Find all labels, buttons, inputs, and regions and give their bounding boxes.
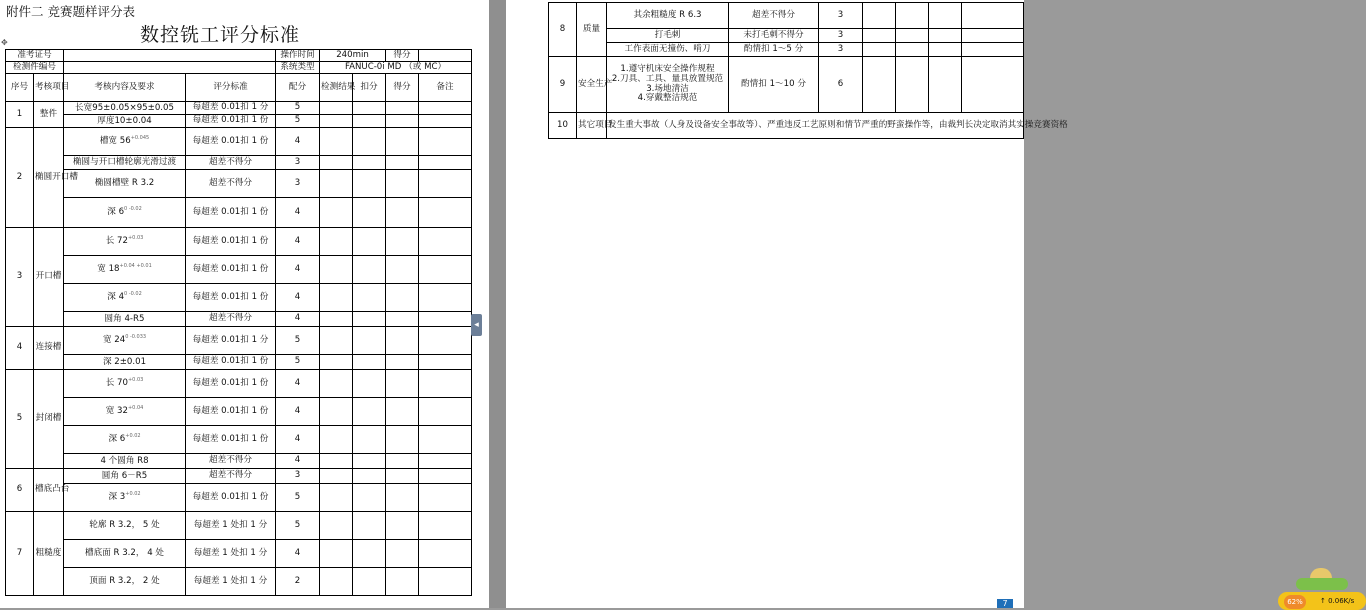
table-row — [549, 3, 1024, 29]
points-cell: 4 — [276, 398, 320, 426]
item-name: 槽底凸台 — [34, 469, 64, 512]
remark-cell[interactable] — [419, 128, 472, 156]
table-row — [6, 327, 472, 355]
table-row — [6, 454, 472, 469]
requirement-cell: 其余粗糙度 R 6.3 — [607, 3, 729, 29]
page-gap — [489, 0, 506, 608]
points-cell: 2 — [276, 568, 320, 596]
remark-cell[interactable] — [962, 43, 1024, 57]
table-row — [6, 228, 472, 256]
score-cell[interactable] — [386, 469, 419, 484]
tolerance-text: 0 -0.02 — [124, 206, 142, 213]
score-cell[interactable] — [929, 57, 962, 113]
tolerance-text: 0 -0.033 — [125, 334, 147, 341]
col-points-header: 配分 — [276, 74, 320, 102]
deduct-cell[interactable] — [353, 398, 386, 426]
standard-cell: 酌情扣 1～5 分 — [729, 43, 819, 57]
points-cell: 4 — [276, 198, 320, 228]
tolerance-text: +0.02 — [125, 491, 141, 498]
result-cell[interactable] — [320, 102, 353, 115]
result-cell[interactable] — [320, 327, 353, 355]
table-row — [6, 102, 472, 115]
row-number: 3 — [6, 228, 34, 327]
row-number: 9 — [549, 57, 577, 113]
requirement-cell — [64, 484, 186, 512]
result-cell[interactable] — [320, 284, 353, 312]
deduct-cell[interactable] — [353, 454, 386, 469]
item-name: 封闭槽 — [34, 370, 64, 469]
item-name: 安全生产 — [577, 57, 607, 113]
table-row — [549, 57, 1024, 113]
requirement-text: 圆角 6－R5 — [101, 470, 148, 481]
result-cell[interactable] — [320, 156, 353, 170]
table-row — [6, 370, 472, 398]
deduct-cell[interactable] — [353, 156, 386, 170]
points-cell: 5 — [276, 512, 320, 540]
col-deduct-header: 扣分 — [353, 74, 386, 102]
deduct-cell[interactable] — [896, 29, 929, 43]
result-cell[interactable] — [320, 426, 353, 454]
table-row — [549, 43, 1024, 57]
deduct-cell[interactable] — [353, 228, 386, 256]
score-cell[interactable] — [386, 454, 419, 469]
points-cell: 5 — [276, 355, 320, 370]
table-move-handle-icon[interactable]: ✥ — [1, 38, 8, 47]
standard-cell: 每超差 0.01扣 1 份 — [186, 256, 276, 284]
item-name: 其它项目 — [577, 113, 607, 139]
requirement-cell — [64, 355, 186, 370]
requirement-text: 宽 32 — [105, 405, 128, 416]
requirement-cell — [64, 170, 186, 198]
score-label: 得分 — [386, 50, 419, 62]
requirement-text: 深 2±0.01 — [102, 356, 147, 367]
part-no-value[interactable] — [64, 62, 276, 74]
remark-cell[interactable] — [419, 355, 472, 370]
standard-cell: 超差不得分 — [729, 3, 819, 29]
deduct-cell[interactable] — [353, 355, 386, 370]
table-row — [6, 540, 472, 568]
requirement-cell — [64, 284, 186, 312]
standard-cell: 每超差 1 处扣 1 分 — [186, 568, 276, 596]
requirement-cell: 打毛刺 — [607, 29, 729, 43]
standard-cell: 每超差 0.01扣 1 分 — [186, 327, 276, 355]
points-cell: 5 — [276, 484, 320, 512]
score-cell[interactable] — [386, 284, 419, 312]
table-row — [6, 256, 472, 284]
result-cell[interactable] — [320, 512, 353, 540]
score-value[interactable] — [419, 50, 472, 62]
standard-cell: 每超差 0.01扣 1 份 — [186, 426, 276, 454]
score-cell[interactable] — [386, 102, 419, 115]
table-row — [6, 284, 472, 312]
system-value: FANUC-0i MD （或 MC） — [320, 62, 472, 74]
requirement-cell: 工作表面无撞伤、啃刀 — [607, 43, 729, 57]
time-label: 操作时间 — [276, 50, 320, 62]
standard-cell: 超差不得分 — [186, 170, 276, 198]
row-number: 8 — [549, 3, 577, 57]
left-document-page — [0, 0, 489, 608]
score-cell[interactable] — [386, 355, 419, 370]
requirement-text: 深 6 — [108, 433, 126, 444]
speed-readout: ↑ 0.06K/s — [1320, 597, 1355, 605]
requirement-cell — [64, 327, 186, 355]
row-number: 6 — [6, 469, 34, 512]
standard-cell: 每超差 1 处扣 1 分 — [186, 512, 276, 540]
result-cell[interactable] — [320, 469, 353, 484]
requirement-text: 长 72 — [105, 235, 128, 246]
tolerance-text: +0.04 — [127, 405, 144, 412]
result-cell[interactable] — [320, 170, 353, 198]
requirement-cell — [64, 540, 186, 568]
remark-cell[interactable] — [419, 370, 472, 398]
points-cell: 3 — [276, 156, 320, 170]
col-no-header: 序号 — [6, 74, 34, 102]
points-cell: 4 — [276, 256, 320, 284]
standard-cell: 每超差 0.01扣 1 份 — [186, 398, 276, 426]
deduct-cell[interactable] — [353, 540, 386, 568]
network-speed-widget[interactable] — [1278, 566, 1366, 608]
points-cell: 4 — [276, 454, 320, 469]
item-name: 整件 — [34, 102, 64, 128]
requirement-text: 宽 24 — [102, 334, 126, 345]
deduct-cell[interactable] — [353, 568, 386, 596]
page-scroll-handle[interactable]: ◂ — [471, 314, 482, 336]
score-cell[interactable] — [386, 426, 419, 454]
remark-cell[interactable] — [419, 170, 472, 198]
requirement-cell — [64, 156, 186, 170]
table-row — [6, 128, 472, 156]
deduct-cell[interactable] — [353, 426, 386, 454]
points-cell: 4 — [276, 540, 320, 568]
score-cell[interactable] — [386, 156, 419, 170]
standard-cell: 每超差 0.01扣 1 分 — [186, 102, 276, 115]
points-cell: 4 — [276, 284, 320, 312]
score-cell[interactable] — [929, 43, 962, 57]
scoring-table-continued — [548, 2, 1068, 139]
result-cell[interactable] — [320, 540, 353, 568]
deduct-cell[interactable] — [353, 102, 386, 115]
result-cell[interactable] — [320, 484, 353, 512]
deduct-cell[interactable] — [896, 43, 929, 57]
row-number: 4 — [6, 327, 34, 370]
requirement-cell — [64, 312, 186, 327]
remark-cell[interactable] — [419, 312, 472, 327]
points-cell: 3 — [276, 170, 320, 198]
result-cell[interactable] — [320, 355, 353, 370]
deduct-cell[interactable] — [353, 284, 386, 312]
requirement-cell — [64, 568, 186, 596]
deduct-cell[interactable] — [353, 170, 386, 198]
points-cell: 4 — [276, 426, 320, 454]
standard-cell: 每超差 0.01扣 1 份 — [186, 198, 276, 228]
points-cell: 5 — [276, 115, 320, 128]
requirement-text: 厚度10±0.04 — [97, 115, 152, 126]
remark-cell[interactable] — [419, 484, 472, 512]
table-row — [549, 29, 1024, 43]
deduct-cell[interactable] — [353, 469, 386, 484]
requirement-cell — [64, 256, 186, 284]
score-cell[interactable] — [386, 370, 419, 398]
score-cell[interactable] — [929, 29, 962, 43]
requirement-cell — [64, 454, 186, 469]
item-name: 粗糙度 — [34, 512, 64, 596]
remark-cell[interactable] — [419, 198, 472, 228]
score-cell[interactable] — [386, 170, 419, 198]
standard-cell: 每超差 1 处扣 1 分 — [186, 540, 276, 568]
col-result-header: 检测结果 — [320, 74, 353, 102]
points-cell: 3 — [276, 469, 320, 484]
table-row — [6, 198, 472, 228]
annex-heading: 附件二 竞赛题样评分表 — [6, 4, 135, 19]
tolerance-text: +0.03 — [127, 235, 144, 242]
result-cell[interactable] — [863, 43, 896, 57]
remark-cell[interactable] — [419, 469, 472, 484]
deduct-cell[interactable] — [353, 370, 386, 398]
header-row — [6, 74, 472, 102]
result-cell[interactable] — [320, 228, 353, 256]
requirement-text: 圆角 4-R5 — [104, 313, 145, 324]
col-remark-header: 备注 — [419, 74, 472, 102]
score-cell[interactable] — [386, 115, 419, 128]
part-no-label: 检测件编号 — [6, 62, 64, 74]
score-cell[interactable] — [386, 398, 419, 426]
remark-cell[interactable] — [419, 228, 472, 256]
requirement-text: 槽宽 56 — [99, 135, 131, 146]
requirement-text: 深 6 — [107, 206, 125, 217]
row-number: 2 — [6, 128, 34, 228]
document-title: 数控铣工评分标准 — [139, 24, 300, 46]
result-cell[interactable] — [863, 57, 896, 113]
requirement-text: 深 4 — [107, 291, 125, 302]
requirement-text: 顶面 R 3.2， 2 处 — [89, 575, 160, 586]
points-cell: 4 — [276, 228, 320, 256]
points-cell: 6 — [819, 57, 863, 113]
table-row — [6, 469, 472, 484]
table-row — [6, 156, 472, 170]
score-cell[interactable] — [386, 256, 419, 284]
standard-cell: 超差不得分 — [186, 312, 276, 327]
score-cell[interactable] — [386, 128, 419, 156]
remark-cell[interactable] — [419, 102, 472, 115]
points-cell: 3 — [819, 3, 863, 29]
deduct-cell[interactable] — [896, 57, 929, 113]
requirement-cell — [64, 115, 186, 128]
system-label: 系统类型 — [276, 62, 320, 74]
tolerance-text: 0 -0.02 — [124, 291, 142, 298]
remark-cell[interactable] — [419, 327, 472, 355]
deduct-cell[interactable] — [353, 312, 386, 327]
result-cell[interactable] — [320, 454, 353, 469]
remark-cell[interactable] — [419, 284, 472, 312]
points-cell: 5 — [276, 102, 320, 115]
standard-cell: 每超差 0.01扣 1 份 — [186, 228, 276, 256]
deduct-cell[interactable] — [353, 327, 386, 355]
row-number: 10 — [549, 113, 577, 139]
requirement-text: 长 70 — [105, 377, 128, 388]
result-cell[interactable] — [320, 256, 353, 284]
requirement-text: 长宽95±0.05×95±0.05 — [75, 102, 174, 113]
result-cell[interactable] — [320, 370, 353, 398]
points-cell: 4 — [276, 128, 320, 156]
standard-cell: 每超差 0.01扣 1 份 — [186, 115, 276, 128]
requirement-text: 槽底面 R 3.2， 4 处 — [85, 547, 165, 558]
standard-cell: 每超差 0.01扣 1 份 — [186, 128, 276, 156]
deduct-cell[interactable] — [896, 3, 929, 29]
percent-badge: 62% — [1284, 595, 1306, 609]
other-items-note: 发生重大事故（人身及设备安全事故等）、严重违反工艺原则和情节严重的野蛮操作等，由裁判长决定取消其实操竞赛资格 — [607, 113, 1024, 139]
table-row — [6, 312, 472, 327]
points-cell: 3 — [819, 43, 863, 57]
requirement-cell — [64, 426, 186, 454]
table-row — [6, 398, 472, 426]
remark-cell[interactable] — [419, 398, 472, 426]
requirement-text: 4 个圆角 R8 — [100, 455, 149, 466]
score-cell[interactable] — [386, 512, 419, 540]
score-cell[interactable] — [386, 484, 419, 512]
result-cell[interactable] — [320, 115, 353, 128]
requirement-cell — [64, 198, 186, 228]
standard-cell: 超差不得分 — [186, 454, 276, 469]
row-number: 7 — [6, 512, 34, 596]
table-body-continued — [549, 3, 1068, 139]
table-row — [6, 568, 472, 596]
requirement-cell — [64, 512, 186, 540]
result-cell[interactable] — [863, 3, 896, 29]
deduct-cell[interactable] — [353, 484, 386, 512]
remark-cell[interactable] — [419, 115, 472, 128]
exam-no-value[interactable] — [64, 50, 276, 62]
info-row — [6, 50, 472, 62]
item-name: 连接槽 — [34, 327, 64, 370]
deduct-cell[interactable] — [353, 512, 386, 540]
remark-cell[interactable] — [419, 256, 472, 284]
table-row — [6, 484, 472, 512]
requirement-cell — [64, 102, 186, 115]
right-document-page — [506, 0, 1355, 608]
requirement-text: 宽 18 — [97, 263, 120, 274]
result-cell[interactable] — [320, 312, 353, 327]
table-row — [6, 512, 472, 540]
score-cell[interactable] — [386, 228, 419, 256]
col-standard-header: 评分标准 — [186, 74, 276, 102]
score-cell[interactable] — [386, 327, 419, 355]
col-item-header: 考核项目 — [34, 74, 64, 102]
standard-cell: 超差不得分 — [186, 469, 276, 484]
standard-cell: 酌情扣 1～10 分 — [729, 57, 819, 113]
points-cell: 5 — [276, 327, 320, 355]
item-name: 开口槽 — [34, 228, 64, 327]
remark-cell[interactable] — [419, 540, 472, 568]
deduct-cell[interactable] — [353, 256, 386, 284]
item-name: 质量 — [577, 3, 607, 57]
remark-cell[interactable] — [962, 29, 1024, 43]
remark-cell[interactable] — [962, 3, 1024, 29]
requirement-text: 椭圆与开口槽轮廓光滑过渡 — [72, 156, 177, 167]
remark-cell[interactable] — [962, 57, 1024, 113]
requirement-cell: 1.遵守机床安全操作规程 2.刀具、工具、量具放置规范 3.场地清洁 4.穿戴整洁规范 — [607, 57, 729, 113]
table-row — [6, 115, 472, 128]
scoring-table — [5, 49, 472, 596]
requirement-text: 深 3 — [108, 491, 126, 502]
requirement-cell — [64, 398, 186, 426]
result-cell[interactable] — [863, 29, 896, 43]
col-content-header: 考核内容及要求 — [64, 74, 186, 102]
score-cell[interactable] — [386, 540, 419, 568]
item-name: 椭圆开口槽 — [34, 128, 64, 228]
deduct-cell[interactable] — [353, 115, 386, 128]
info-row — [6, 62, 472, 74]
standard-cell: 超差不得分 — [186, 156, 276, 170]
remark-cell[interactable] — [419, 426, 472, 454]
requirement-cell — [64, 128, 186, 156]
requirement-cell — [64, 370, 186, 398]
tolerance-text: +0.04 +0.01 — [119, 263, 152, 270]
score-cell[interactable] — [386, 312, 419, 327]
exam-no-label: 准考证号 — [6, 50, 64, 62]
tolerance-text: +0.045 — [130, 135, 150, 142]
result-cell[interactable] — [320, 198, 353, 228]
tolerance-text: +0.02 — [125, 433, 141, 440]
deduct-cell[interactable] — [353, 198, 386, 228]
standard-cell: 每超差 0.01扣 1 份 — [186, 355, 276, 370]
requirement-cell — [64, 228, 186, 256]
remark-cell[interactable] — [419, 454, 472, 469]
corner-button[interactable]: 7 — [997, 599, 1013, 608]
score-cell[interactable] — [386, 568, 419, 596]
row-number: 5 — [6, 370, 34, 469]
requirement-text: 椭圆槽壁 R 3.2 — [94, 177, 155, 188]
score-cell[interactable] — [386, 198, 419, 228]
time-value: 240min — [320, 50, 386, 62]
score-cell[interactable] — [929, 3, 962, 29]
grass-icon — [1296, 578, 1348, 590]
table-row — [6, 355, 472, 370]
requirement-text: 轮廓 R 3.2， 5 处 — [89, 519, 160, 530]
points-cell: 4 — [276, 370, 320, 398]
result-cell[interactable] — [320, 398, 353, 426]
standard-cell: 每超差 0.01扣 1 份 — [186, 370, 276, 398]
table-body — [6, 102, 472, 596]
remark-cell[interactable] — [419, 568, 472, 596]
requirement-cell — [64, 469, 186, 484]
points-cell: 3 — [819, 29, 863, 43]
table-row — [549, 113, 1024, 139]
remark-cell[interactable] — [419, 156, 472, 170]
standard-cell: 每超差 0.01扣 1 份 — [186, 284, 276, 312]
remark-cell[interactable] — [419, 512, 472, 540]
col-score-header: 得分 — [386, 74, 419, 102]
deduct-cell[interactable] — [353, 128, 386, 156]
table-row — [6, 426, 472, 454]
tolerance-text: +0.03 — [127, 377, 144, 384]
row-number: 1 — [6, 102, 34, 128]
points-cell: 4 — [276, 312, 320, 327]
result-cell[interactable] — [320, 128, 353, 156]
standard-cell: 每超差 0.01扣 1 份 — [186, 484, 276, 512]
result-cell[interactable] — [320, 568, 353, 596]
standard-cell: 未打毛刺不得分 — [729, 29, 819, 43]
